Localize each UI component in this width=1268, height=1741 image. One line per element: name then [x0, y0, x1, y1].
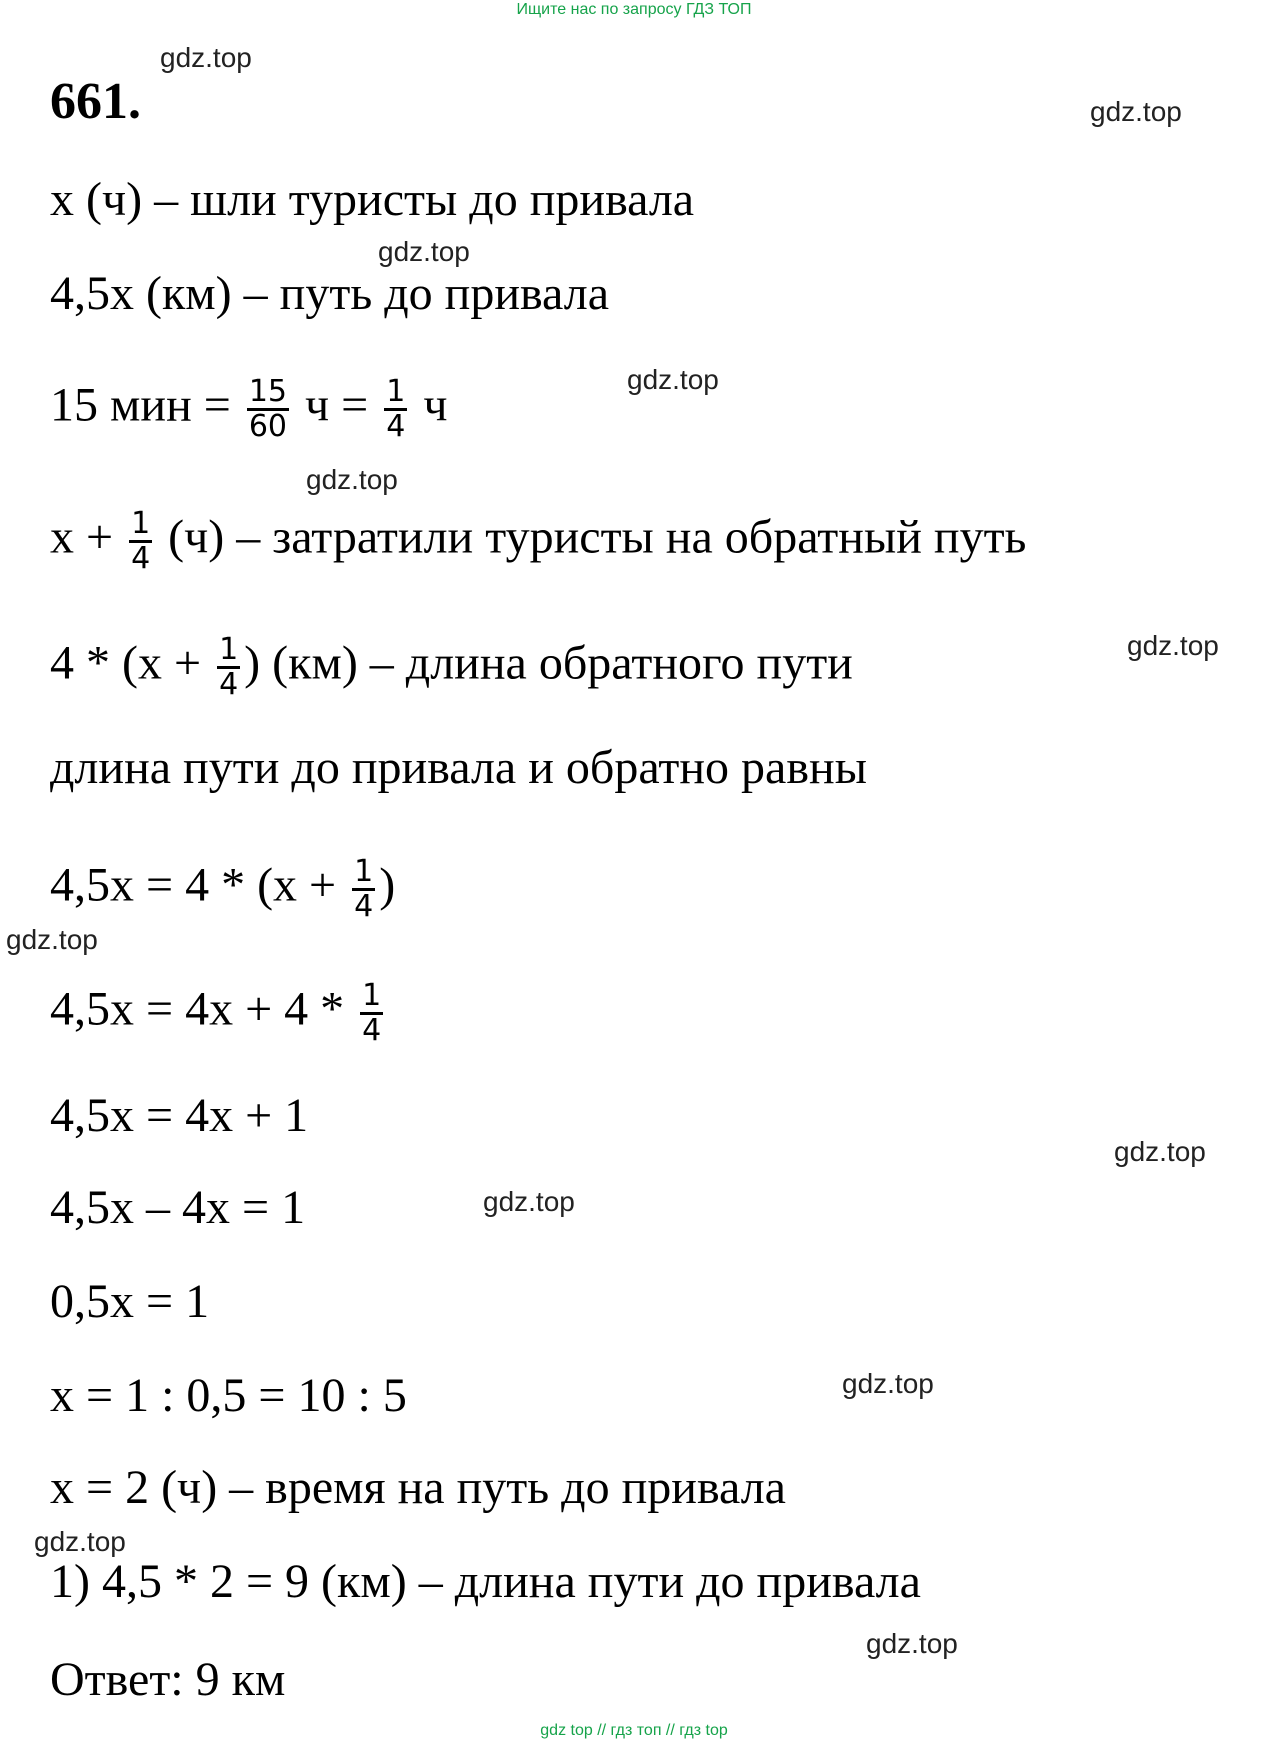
watermark: gdz.top — [483, 1186, 575, 1217]
text: 4,5x = 4 * (x + — [50, 858, 349, 912]
watermark: gdz.top — [306, 464, 398, 495]
watermark: gdz.top — [842, 1368, 934, 1399]
watermark: gdz.top — [866, 1628, 958, 1659]
text: ) — [379, 858, 396, 912]
text: x + — [50, 510, 126, 564]
text: (ч) – затратили туристы на обратный путь — [156, 510, 1027, 564]
denominator: 4 — [354, 889, 374, 924]
watermark: gdz.top — [378, 236, 470, 267]
fraction — [360, 980, 383, 1047]
numerator: 1 — [219, 632, 239, 667]
top-banner: Ищите нас по запросу ГДЗ ТОП — [516, 1, 752, 18]
fraction — [217, 634, 240, 701]
solution-line-3 — [50, 376, 447, 443]
solution-line-14: 1) 4,5 * 2 = 9 (км) – длина пути до привала — [50, 1555, 921, 1608]
solution-line-6: длина пути до привала и обратно равны — [50, 741, 867, 794]
numerator: 1 — [131, 506, 151, 541]
numerator: 1 — [362, 978, 382, 1013]
fraction — [247, 376, 289, 443]
watermark: gdz.top — [1090, 96, 1182, 127]
fraction — [129, 508, 152, 575]
fraction — [384, 376, 407, 443]
solution-line-1: x (ч) – шли туристы до привала — [50, 173, 695, 226]
solution-line-2: 4,5x (км) – путь до привала — [50, 267, 610, 320]
watermark: gdz.top — [6, 924, 98, 955]
watermark: gdz.top — [160, 42, 252, 73]
numerator: 15 — [248, 374, 288, 409]
solution-line-9: 4,5x = 4x + 1 — [50, 1089, 309, 1142]
text: 15 мин = — [50, 378, 243, 432]
solution-line-8 — [50, 980, 387, 1047]
watermark: gdz.top — [627, 364, 719, 395]
solution-line-7 — [50, 856, 395, 923]
denominator: 4 — [386, 409, 406, 444]
denominator: 4 — [219, 667, 239, 702]
fraction — [352, 856, 375, 923]
watermark: gdz.top — [1114, 1136, 1206, 1167]
solution-line-4 — [50, 508, 1026, 575]
solution-line-5 — [50, 634, 853, 701]
numerator: 1 — [354, 854, 374, 889]
watermark: gdz.top — [34, 1526, 126, 1557]
text: 4 * (x + — [50, 636, 214, 690]
watermark: gdz.top — [1127, 630, 1219, 661]
denominator: 4 — [362, 1013, 382, 1048]
text: ч = — [293, 378, 381, 432]
text: 4,5x = 4x + 4 * — [50, 982, 357, 1036]
text: ) (км) – длина обратного пути — [244, 636, 853, 690]
denominator: 4 — [131, 541, 151, 576]
answer-line: Ответ: 9 км — [50, 1653, 286, 1706]
solution-line-11: 0,5x = 1 — [50, 1275, 210, 1328]
solution-line-13: x = 2 (ч) – время на путь до привала — [50, 1461, 786, 1514]
footer: gdz top // гдз топ // гдз top — [540, 1722, 728, 1739]
denominator: 60 — [248, 409, 288, 444]
solution-line-12: x = 1 : 0,5 = 10 : 5 — [50, 1369, 407, 1422]
text: ч — [411, 378, 448, 432]
problem-number: 661. — [50, 73, 141, 130]
numerator: 1 — [386, 374, 406, 409]
solution-line-10: 4,5x – 4x = 1 — [50, 1181, 306, 1234]
